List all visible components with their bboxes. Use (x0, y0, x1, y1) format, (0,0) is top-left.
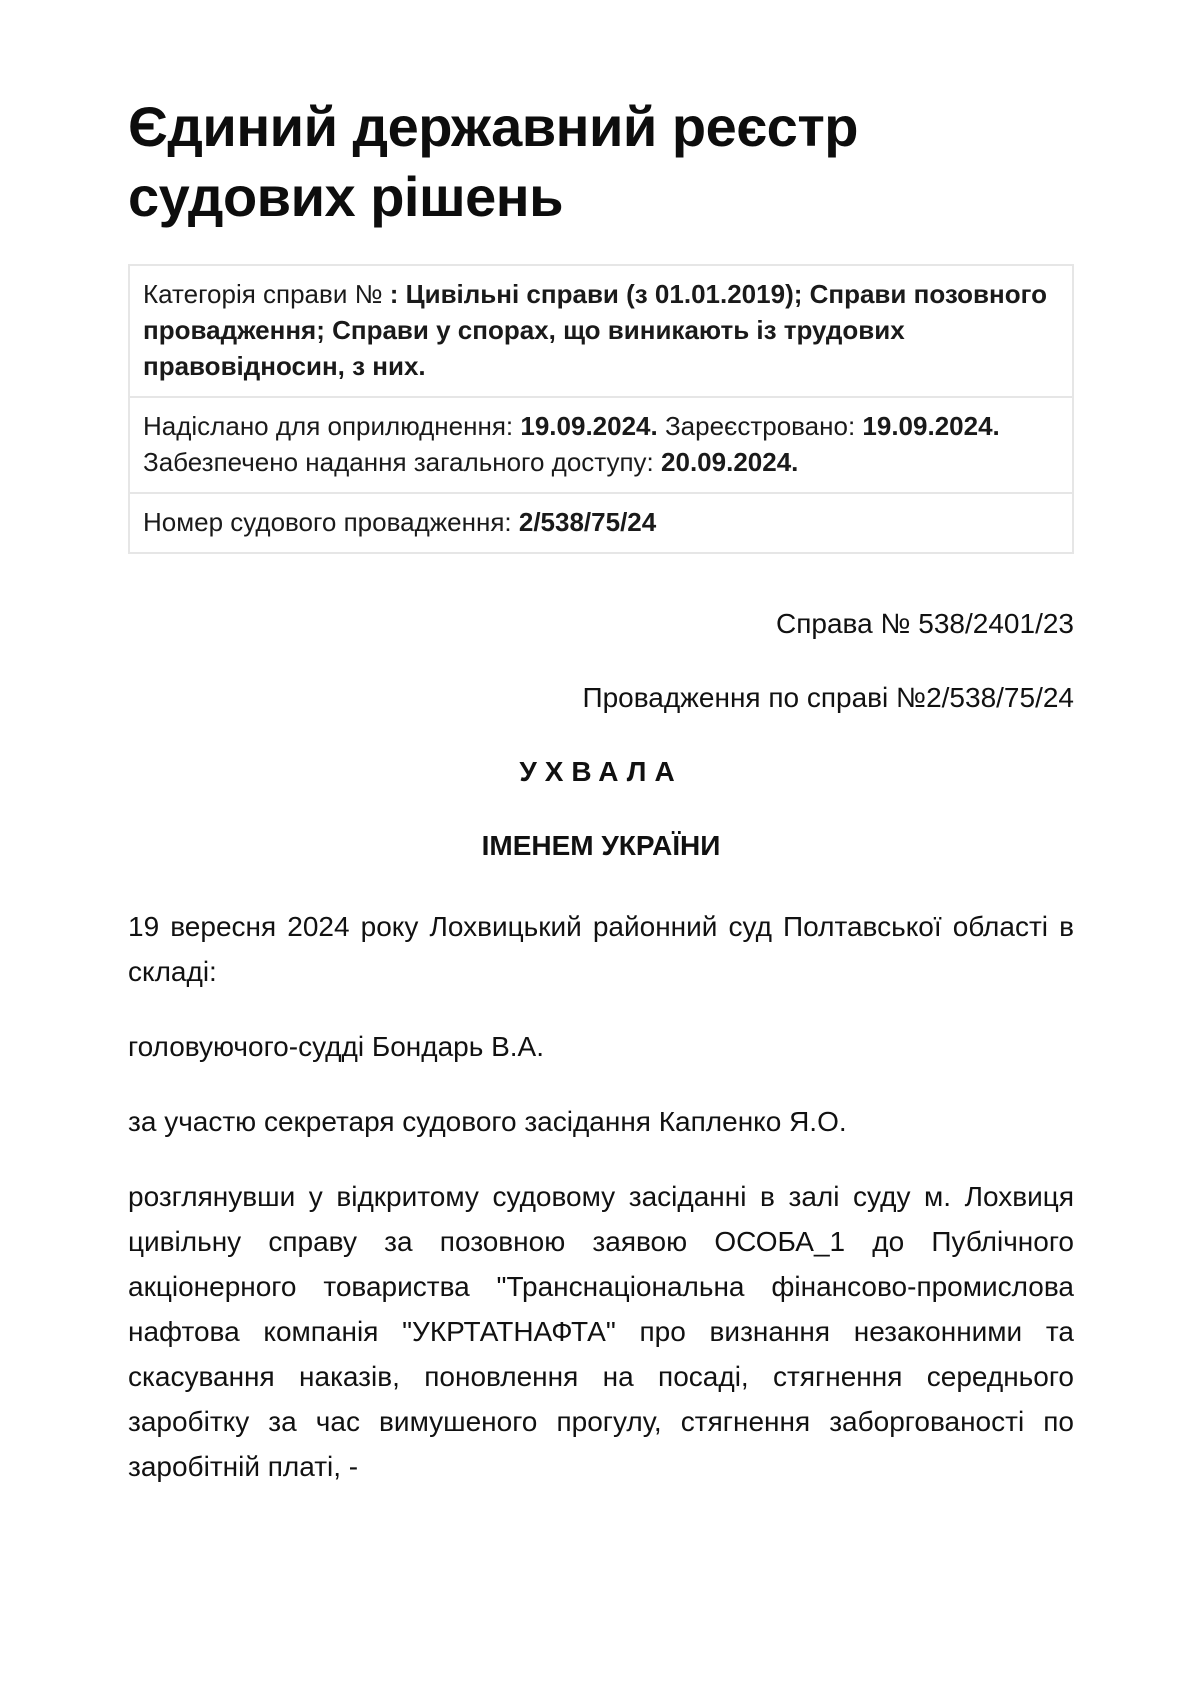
registered-label: Зареєстровано: (664, 411, 856, 441)
secretary-paragraph: за участю секретаря судового засідання Капленко Я.О. (128, 1106, 847, 1137)
in-name-heading: ІМЕНЕМ УКРАЇНИ (481, 830, 721, 861)
decision-heading: УХВАЛА (519, 756, 683, 787)
access-date: 20.09.2024. (661, 447, 799, 477)
registered-date: 19.09.2024. (862, 411, 1000, 441)
case-metadata-table (128, 264, 1074, 554)
dates-row (130, 396, 1072, 492)
sent-date: 19.09.2024. (520, 411, 658, 441)
category-row (130, 266, 1072, 396)
document-page (128, 92, 1074, 1517)
category-value: : Цивільні справи (з 01.01.2019); Справи позовного провадження; Справи у спорах, що виникають із трудових правовідносин, з них. (143, 279, 1047, 381)
category-label: Категорія справи № (143, 279, 383, 309)
proceeding-value: 2/538/75/24 (518, 507, 657, 537)
page-title (128, 92, 1074, 232)
court-composition-paragraph: 19 вересня 2024 року Лохвицький районний суд Полтавської області в складі: (128, 911, 1074, 987)
case-description-paragraph: розглянувши у відкритому судовому засіданні в залі суду м. Лохвиця цивільну справу за позовною заявою ОСОБА_1 до Публічного акціонерного товариства "Транснаціональна фінансово-промислова нафтова компанія "УКРТАТНАФТА" про визнання незаконними та скасування наказів, поновлення на посаді, стягнення середнього заробітку за час вимушеного прогулу, стягнення заборгованості по заробітній платі, - (128, 1181, 1074, 1482)
page-title-line-1: Єдиний державний реєстр (128, 95, 858, 158)
proceeding-label: Номер судового провадження: (143, 507, 512, 537)
presiding-judge-paragraph: головуючого-судді Бондарь В.А. (128, 1031, 544, 1062)
case-number: Справа № 538/2401/23 (776, 608, 1074, 639)
access-label: Забезпечено надання загального доступу: (143, 447, 654, 477)
proceeding-number: Провадження по справі №2/538/75/24 (582, 682, 1074, 713)
page-title-line-2: судових рішень (128, 165, 564, 228)
sent-label: Надіслано для оприлюднення: (143, 411, 514, 441)
proceeding-row (130, 492, 1072, 552)
